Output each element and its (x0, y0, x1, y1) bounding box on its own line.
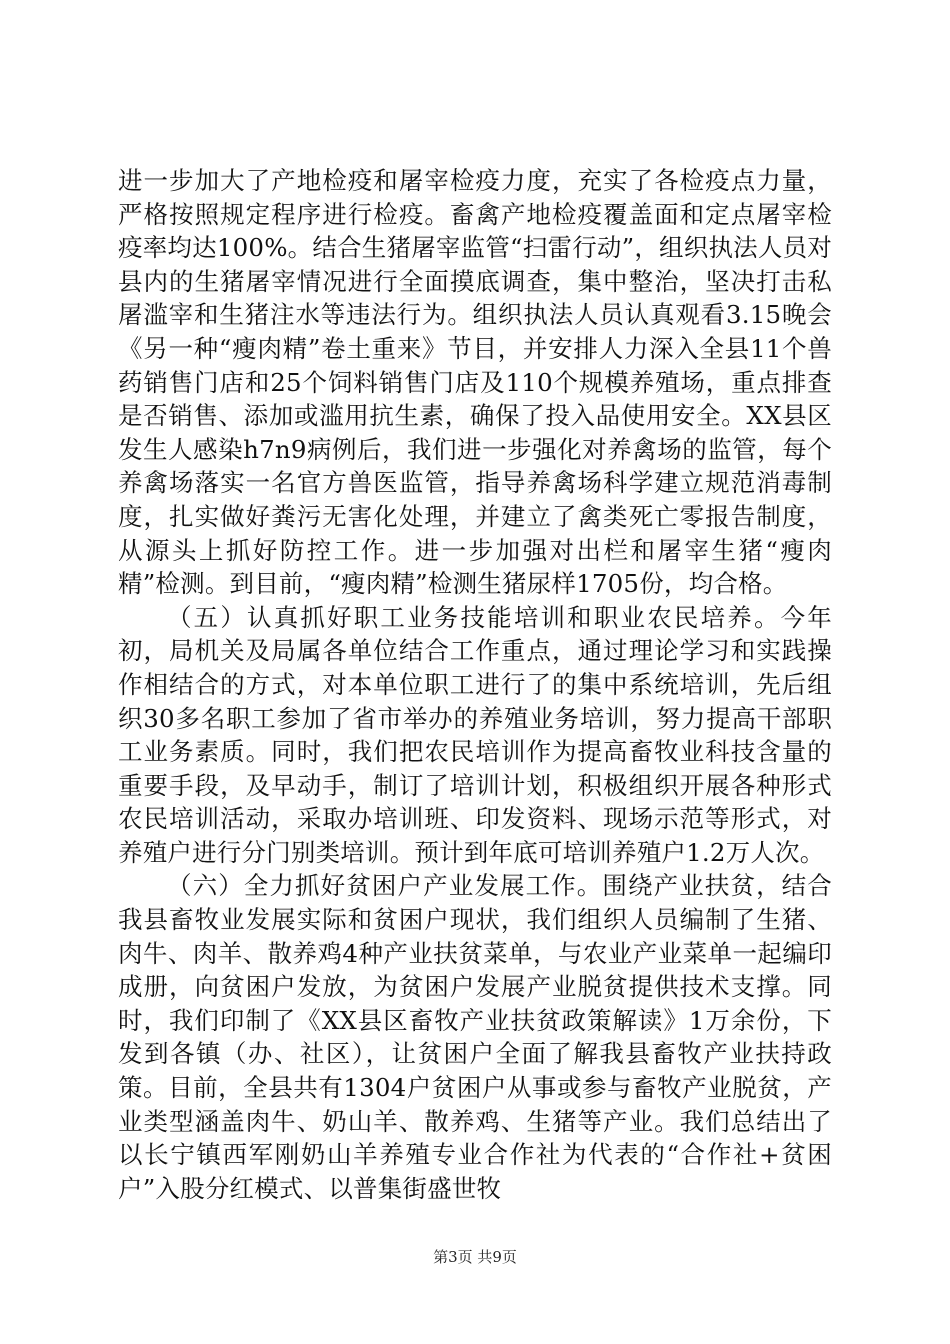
paragraph-quarantine: 进一步加大了产地检疫和屠宰检疫力度，充实了各检疫点力量，严格按照规定程序进行检疫。畜禽产地检疫覆盖面和定点屠宰检疫率均达100%。结合生猪屠宰监管“扫雷行动”，组织执法人员对县内的生猪屠宰情况进行全面摸底调查，集中整治，坚决打击私屠滥宰和生猪注水等违法行为。组织执法人员认真观看3.15晚会《另一种“瘦肉精”卷土重来》节目，并安排人力深入全县11个兽药销售门店和25个饲料销售门店及110个规模养殖场，重点排查是否销售、添加或滥用抗生素，确保了投入品使用安全。XX县区发生人感染h7n9病例后，我们进一步强化对养禽场的监管，每个养禽场落实一名官方兽医监管，指导养禽场科学建立规范消毒制度，扎实做好粪污无害化处理，并建立了禽类死亡零报告制度，从源头上抓好防控工作。进一步加强对出栏和屠宰生猪“瘦肉精”检测。到目前，“瘦肉精”检测生猪尿样1705份，均合格。 (118, 166, 832, 599)
document-body (118, 164, 832, 1205)
page-number-footer: 第3页 共9页 (433, 1248, 517, 1266)
paragraph-training: （五）认真抓好职工业务技能培训和职业农民培养。今年初，局机关及局属各单位结合工作重点，通过理论学习和实践操作相结合的方式，对本单位职工进行了的集中系统培训，先后组织30多名职工参加了省市举办的养殖业务培训，努力提高干部职工业务素质。同时，我们把农民培训作为提高畜牧业科技含量的重要手段，及早动手，制订了培训计划，积极组织开展各种形式农民培训活动，采取办培训班、印发资料、现场示范等形式，对养殖户进行分门别类培训。预计到年底可培训养殖户1.2万人次。 (118, 602, 832, 867)
paragraph-poverty-industry: （六）全力抓好贫困户产业发展工作。围绕产业扶贫，结合我县畜牧业发展实际和贫困户现状，我们组织人员编制了生猪、肉牛、肉羊、散养鸡4种产业扶贫菜单，与农业产业菜单一起编印成册，向贫困户发放，为贫困户发展产业脱贫提供技术支撑。同时，我们印制了《XX县区畜牧产业扶贫政策解读》1万余份，下发到各镇（办、社区），让贫困户全面了解我县畜牧产业扶持政策。目前，全县共有1304户贫困户从事或参与畜牧产业脱贫，产业类型涵盖肉牛、奶山羊、散养鸡、生猪等产业。我们总结出了以长宁镇西军刚奶山羊养殖专业合作社为代表的“合作社+贫困户”入股分红模式、以普集街盛世牧 (118, 871, 832, 1203)
